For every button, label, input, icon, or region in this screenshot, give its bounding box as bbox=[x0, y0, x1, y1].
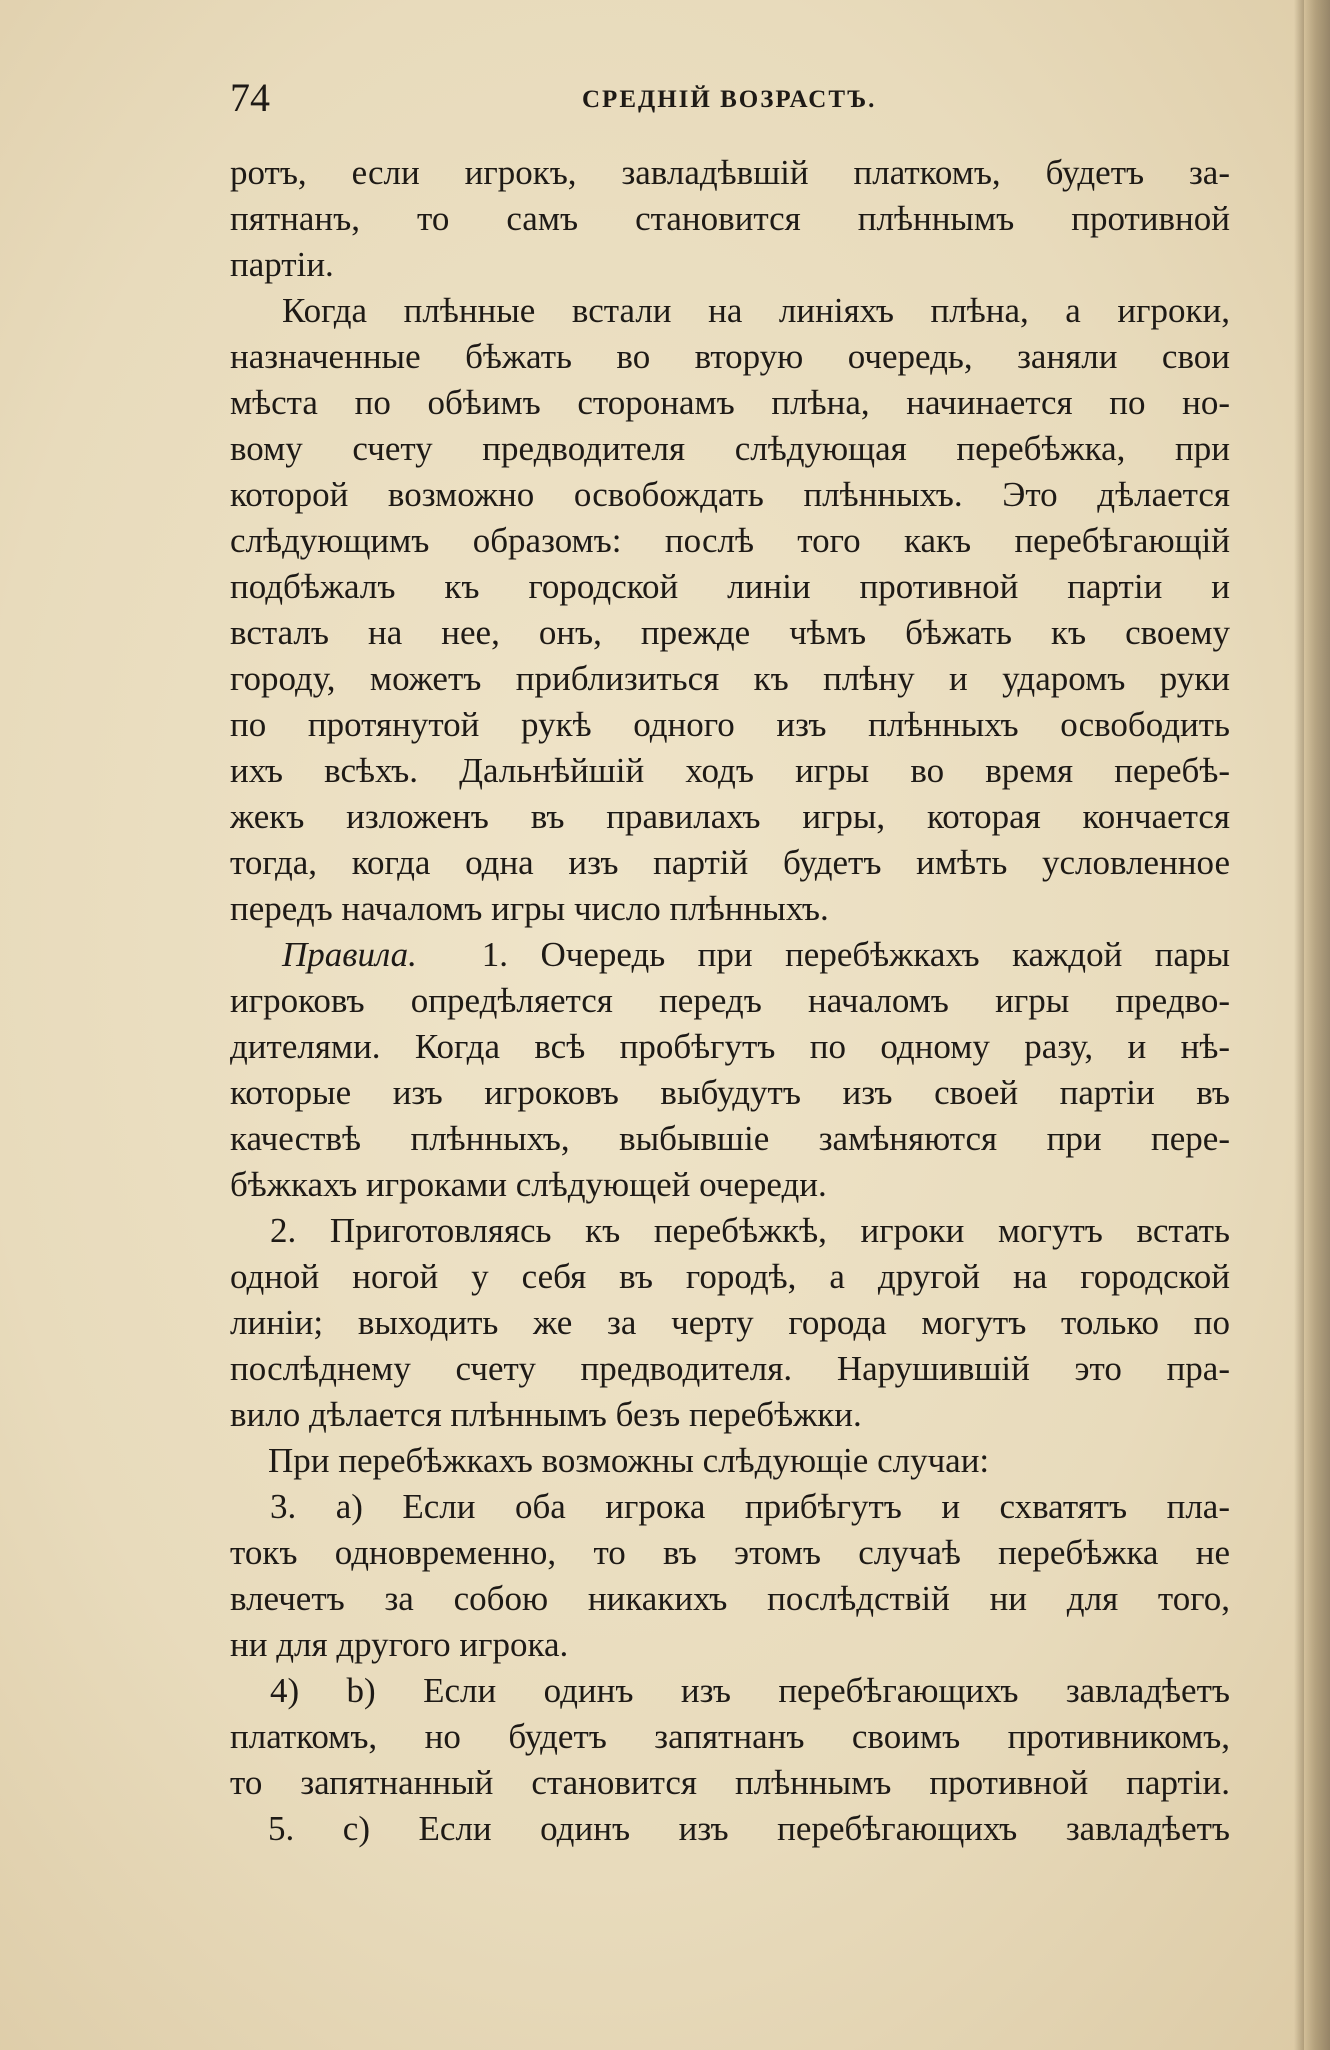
text-line: ихъ всѣхъ. Дальнѣйшій ходъ игры во время перебѣ- bbox=[230, 751, 1230, 790]
rules-line-text: 1. Очередь при перебѣжкахъ каждой пары bbox=[481, 935, 1230, 974]
text-line: которой возможно освобождать плѣнныхъ. Это дѣлается bbox=[230, 475, 1230, 514]
text-line: токъ одновременно, то въ этомъ случаѣ перебѣжка не bbox=[230, 1533, 1230, 1572]
text-line: дителями. Когда всѣ пробѣгутъ по одному разу, и нѣ- bbox=[230, 1027, 1230, 1066]
text-line: влечетъ за собою никакихъ послѣдствій ни для того, bbox=[230, 1579, 1230, 1618]
text-line: игроковъ опредѣляется передъ началомъ игры предво- bbox=[230, 981, 1230, 1020]
rules-line bbox=[230, 932, 1230, 978]
text-line: платкомъ, но будетъ запятнанъ своимъ противникомъ, bbox=[230, 1717, 1230, 1756]
text-line: 4) b) Если одинъ изъ перебѣгающихъ завладѣетъ bbox=[270, 1671, 1230, 1710]
text-line: слѣдующимъ образомъ: послѣ того какъ перебѣгающій bbox=[230, 521, 1230, 560]
text-line: бѣжкахъ игроками слѣдующей очереди. bbox=[230, 1165, 827, 1204]
text-line: вому счету предводителя слѣдующая перебѣжка, при bbox=[230, 429, 1230, 468]
text-line: передъ началомъ игры число плѣнныхъ. bbox=[230, 889, 829, 928]
text-line: по протянутой рукѣ одного изъ плѣнныхъ освободить bbox=[230, 705, 1230, 744]
text-line: назначенные бѣжать во вторую очередь, заняли свои bbox=[230, 337, 1230, 376]
text-line: послѣднему счету предводителя. Нарушившій это пра- bbox=[230, 1349, 1230, 1388]
text-line: одной ногой у себя въ городѣ, а другой на городской bbox=[230, 1257, 1230, 1296]
text-line: которые изъ игроковъ выбудутъ изъ своей партіи въ bbox=[230, 1073, 1230, 1112]
text-line: партіи. bbox=[230, 245, 334, 284]
text-line: подбѣжалъ къ городской линіи противной партіи и bbox=[230, 567, 1230, 606]
page-header bbox=[230, 74, 1230, 122]
text-line: При перебѣжкахъ возможны слѣдующіе случаи: bbox=[268, 1441, 990, 1480]
text-line: городу, можетъ приблизиться къ плѣну и ударомъ руки bbox=[230, 659, 1230, 698]
text-line: жекъ изложенъ въ правилахъ игры, которая кончается bbox=[230, 797, 1230, 836]
text-line: пятнанъ, то самъ становится плѣннымъ противной bbox=[230, 199, 1230, 238]
text-line: всталъ на нее, онъ, прежде чѣмъ бѣжать къ своему bbox=[230, 613, 1230, 652]
page-edge-gradient bbox=[1294, 0, 1304, 2050]
text-line: ни для другого игрока. bbox=[230, 1625, 569, 1664]
text-line: 3. а) Если оба игрока прибѣгутъ и схватятъ пла- bbox=[270, 1487, 1230, 1526]
text-line: мѣста по обѣимъ сторонамъ плѣна, начинается по но- bbox=[230, 383, 1230, 422]
text-line: ротъ, если игрокъ, завладѣвшій платкомъ, будетъ за- bbox=[230, 153, 1230, 192]
text-line: 2. Приготовляясь къ перебѣжкѣ, игроки могутъ встать bbox=[270, 1211, 1230, 1250]
text-line: тогда, когда одна изъ партій будетъ имѣть условленное bbox=[230, 843, 1230, 882]
text-line: качествѣ плѣнныхъ, выбывшіе замѣняются при пере- bbox=[230, 1119, 1230, 1158]
rules-label: Правила. bbox=[282, 935, 417, 974]
text-line: линіи; выходить же за черту города могутъ только по bbox=[230, 1303, 1230, 1342]
text-line: 5. с) Если одинъ изъ перебѣгающихъ завладѣетъ bbox=[268, 1809, 1230, 1848]
page-edge-shadow bbox=[1304, 0, 1330, 2050]
text-line: вило дѣлается плѣннымъ безъ перебѣжки. bbox=[230, 1395, 862, 1434]
page-number: 74 bbox=[230, 75, 270, 120]
body-text bbox=[230, 150, 1230, 1852]
text-line: Когда плѣнные встали на линіяхъ плѣна, а игроки, bbox=[282, 291, 1230, 330]
text-line: то запятнанный становится плѣннымъ противной партіи. bbox=[230, 1763, 1230, 1802]
running-head: СРЕДНІЙ ВОЗРАСТЪ. bbox=[582, 86, 877, 113]
